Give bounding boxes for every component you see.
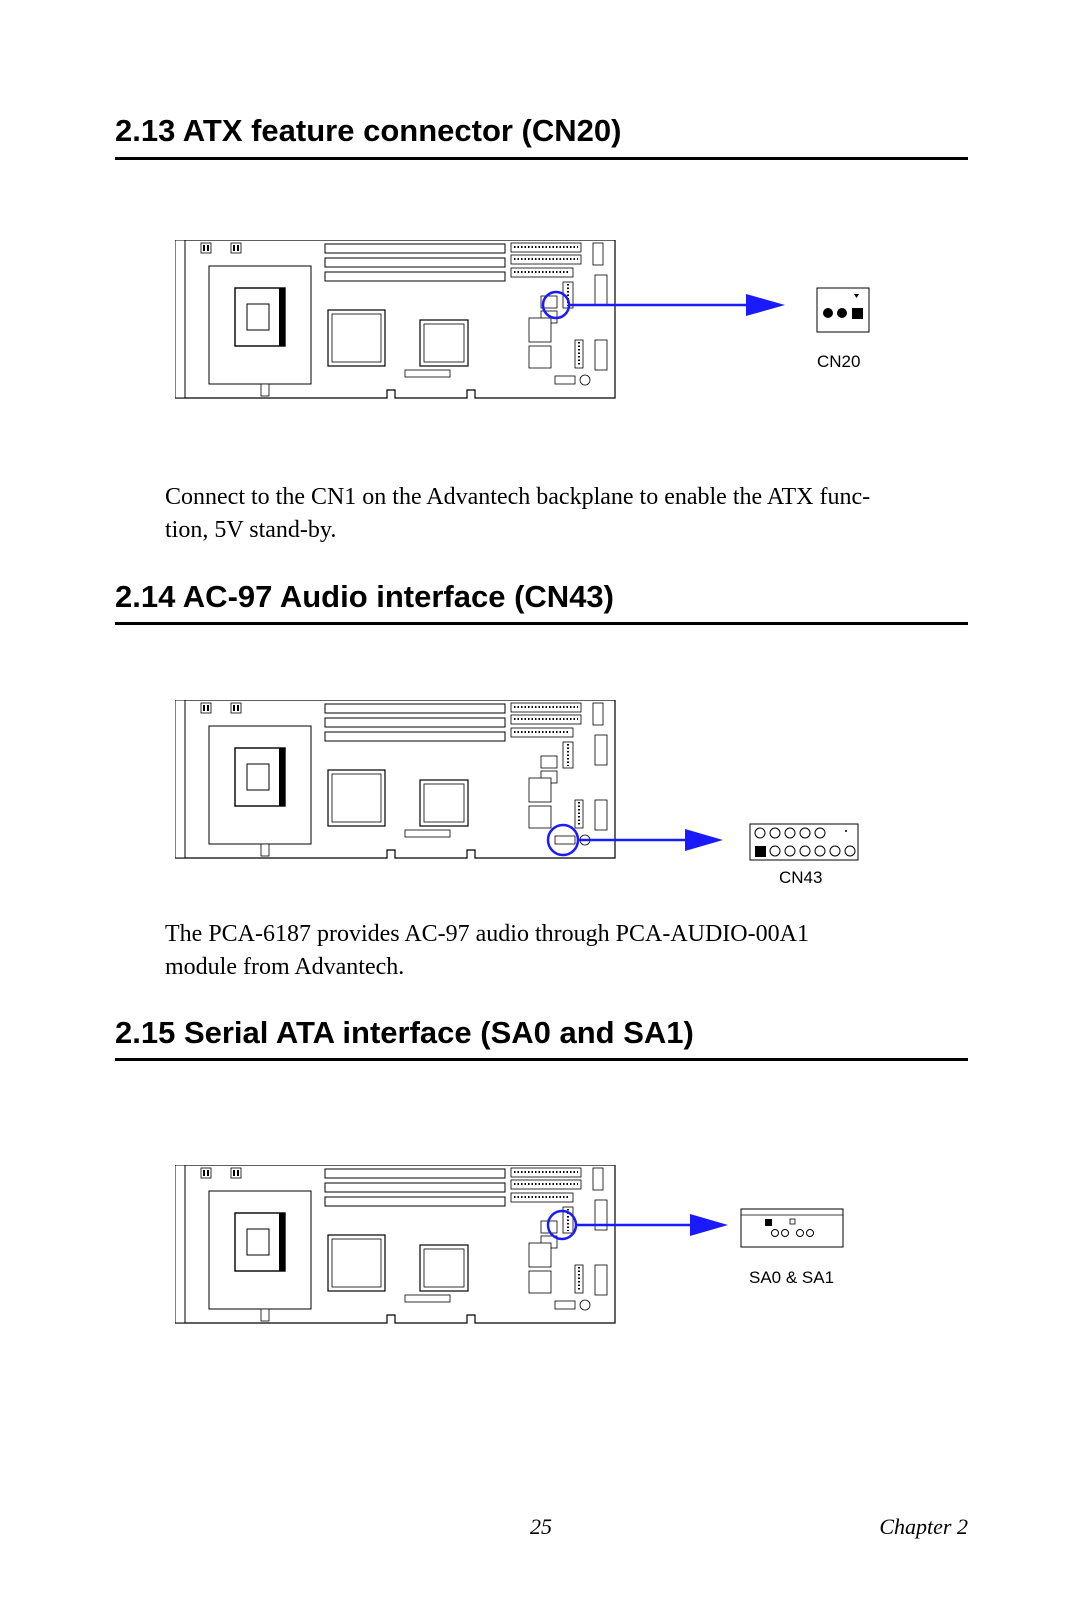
figure-cn20-location [175,240,895,410]
cn20-label: CN20 [817,352,861,371]
motherboard-outline [175,240,615,398]
motherboard-outline [175,1165,615,1323]
body-line: The PCA-6187 provides AC-97 audio through PCA-AUDIO-00A1 [165,921,809,947]
arrow-head [690,1214,728,1236]
cn20-connector-detail [817,288,869,332]
figure-sata-location [175,1165,895,1335]
body-line: module from Advantech. [165,954,405,980]
figure-cn43-location [175,700,895,890]
heading-rule [115,1058,968,1061]
heading-rule [115,157,968,160]
heading-rule [115,622,968,625]
chapter-label: Chapter 2 [879,1514,968,1539]
sata-label: SA0 & SA1 [749,1268,835,1287]
body-line: Connect to the CN1 on the Advantech backplane to enable the ATX func- [165,484,871,510]
sata-connector-detail [741,1209,843,1247]
section-heading-2-15: 2.15 Serial ATA interface (SA0 and SA1) [115,1015,694,1050]
arrow-head [685,829,723,851]
body-line: tion, 5V stand-by. [165,517,337,543]
arrow-head [746,294,785,316]
section-heading-2-14: 2.14 AC-97 Audio interface (CN43) [115,579,614,614]
page-number: 25 [530,1514,552,1539]
section-heading-2-13: 2.13 ATX feature connector (CN20) [115,113,622,148]
cn43-connector-detail [750,824,858,860]
section-2-13-body [165,481,970,547]
cn43-label: CN43 [779,868,823,887]
section-2-14-body [165,918,970,984]
